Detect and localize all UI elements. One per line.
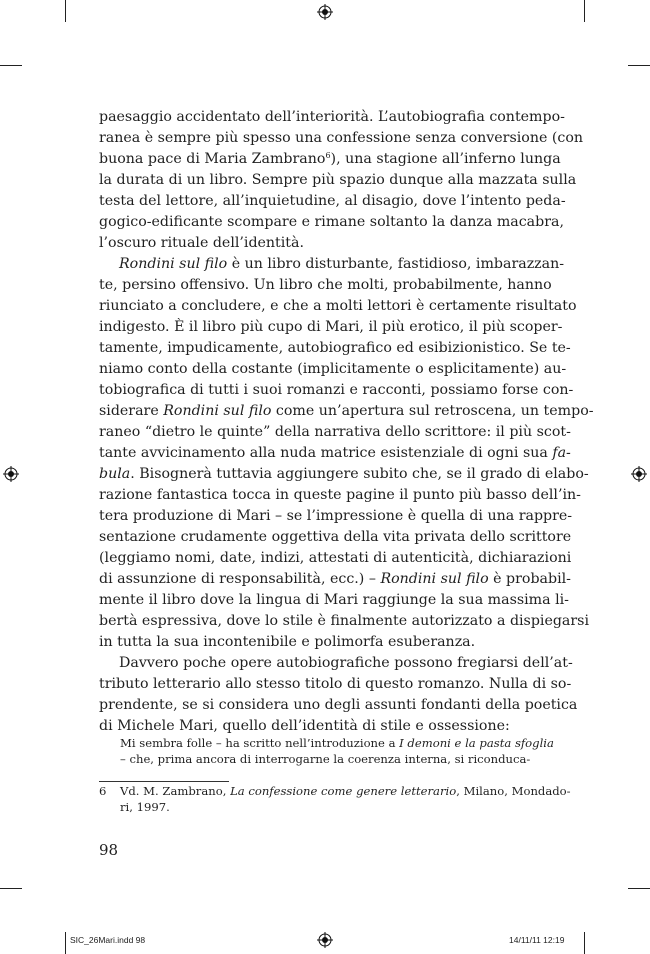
crop-mark [584, 0, 585, 22]
body-line: buona pace di Maria Zambrano$^6$), una stagione all’inferno lunga [99, 151, 561, 167]
block-quote-line: Mi sembra folle – ha scritto nell’introduzione a I demoni e la pasta sfoglia [120, 736, 554, 750]
body-line: di assunzione di responsabilità, ecc.) – Rondini sul filo è probabil- [99, 571, 571, 587]
crop-mark [584, 932, 585, 954]
registration-mark-icon [631, 466, 647, 482]
body-line: sentazione crudamente oggettiva della vita privata dello scrittore [99, 529, 572, 545]
body-line: la durata di un libro. Sempre più spazio dunque alla mazzata sulla [99, 172, 577, 188]
body-line: paesaggio accidentato dell’interiorità. L’autobiografia contempo- [99, 109, 565, 125]
body-line: tamente, impudicamente, autobiografico ed esibizionistico. Se te- [99, 340, 571, 356]
crop-mark [628, 65, 650, 66]
registration-mark-icon [317, 4, 333, 20]
body-line: bertà espressiva, dove lo stile è finalmente autorizzato a dispiegarsi [99, 613, 589, 629]
crop-mark [65, 0, 66, 22]
body-line: mente il libro dove la lingua di Mari raggiunge la sua massima li- [99, 592, 569, 608]
body-line: bula. Bisognerà tuttavia aggiungere subito che, se il grado di elabo- [99, 466, 589, 482]
page-number: 98 [99, 841, 119, 859]
body-line: gogico-edificante scompare e rimane soltanto la danza macabra, [99, 214, 564, 230]
body-line: tobiografica di tutti i suoi romanzi e racconti, possiamo forse con- [99, 382, 574, 398]
body-line: prendente, se si considera uno degli assunti fondanti della poetica [99, 697, 578, 713]
crop-mark [65, 932, 66, 954]
footnote-number: 6 [99, 784, 107, 798]
footnote-line: Vd. M. Zambrano, La confessione come genere letterario, Milano, Mondado- [120, 784, 571, 798]
body-line: Davvero poche opere autobiografiche possono fregiarsi dell’at- [119, 655, 573, 671]
slug-datetime: 14/11/11 12:19 [509, 935, 565, 945]
body-line: razione fantastica tocca in queste pagine il punto più basso dell’in- [99, 487, 581, 503]
body-line: in tutta la sua incontenibile e polimorfa esuberanza. [99, 634, 476, 650]
crop-mark [628, 888, 650, 889]
body-line: tera produzione di Mari – se l’impressione è quella di una rappre- [99, 508, 573, 524]
body-line: Rondini sul filo è un libro disturbante, fastidioso, imbarazzan- [119, 256, 565, 272]
footnote-rule [99, 781, 229, 782]
body-line: tributo letterario allo stesso titolo di questo romanzo. Nulla di so- [99, 676, 572, 692]
body-line: tante avvicinamento alla nuda matrice esistenziale di ogni sua fa- [99, 445, 571, 461]
body-line: ranea è sempre più spesso una confessione senza conversione (con [99, 130, 584, 146]
body-line: di Michele Mari, quello dell’identità di stile e ossessione: [99, 718, 510, 734]
registration-mark-icon [3, 466, 19, 482]
body-line: l’oscuro rituale dell’identità. [99, 235, 304, 251]
crop-mark [0, 888, 22, 889]
body-line: riunciato a concludere, e che a molti lettori è certamente risultato [99, 298, 577, 314]
block-quote-line: – che, prima ancora di interrogarne la coerenza interna, si riconduca- [120, 752, 531, 766]
body-line: indigesto. È il libro più cupo di Mari, il più erotico, il più scoper- [99, 319, 563, 335]
slug-filename: SIC_26Mari.indd 98 [70, 935, 146, 945]
body-line: testa del lettore, all’inquietudine, al disagio, dove l’intento peda- [99, 193, 566, 209]
body-line: raneo “dietro le quinte” della narrativa dello scrittore: il più scot- [99, 424, 571, 440]
registration-mark-icon [317, 932, 333, 948]
body-line: (leggiamo nomi, date, indizi, attestati di autenticità, dichiarazioni [99, 550, 572, 566]
body-line: niamo conto della costante (implicitamente o esplicitamente) au- [99, 361, 567, 377]
crop-mark [0, 65, 22, 66]
footnote-line: ri, 1997. [120, 800, 170, 814]
body-line: te, persino offensivo. Un libro che molti, probabilmente, hanno [99, 277, 552, 293]
body-line: siderare Rondini sul filo come un’apertura sul retroscena, un tempo- [99, 403, 594, 419]
